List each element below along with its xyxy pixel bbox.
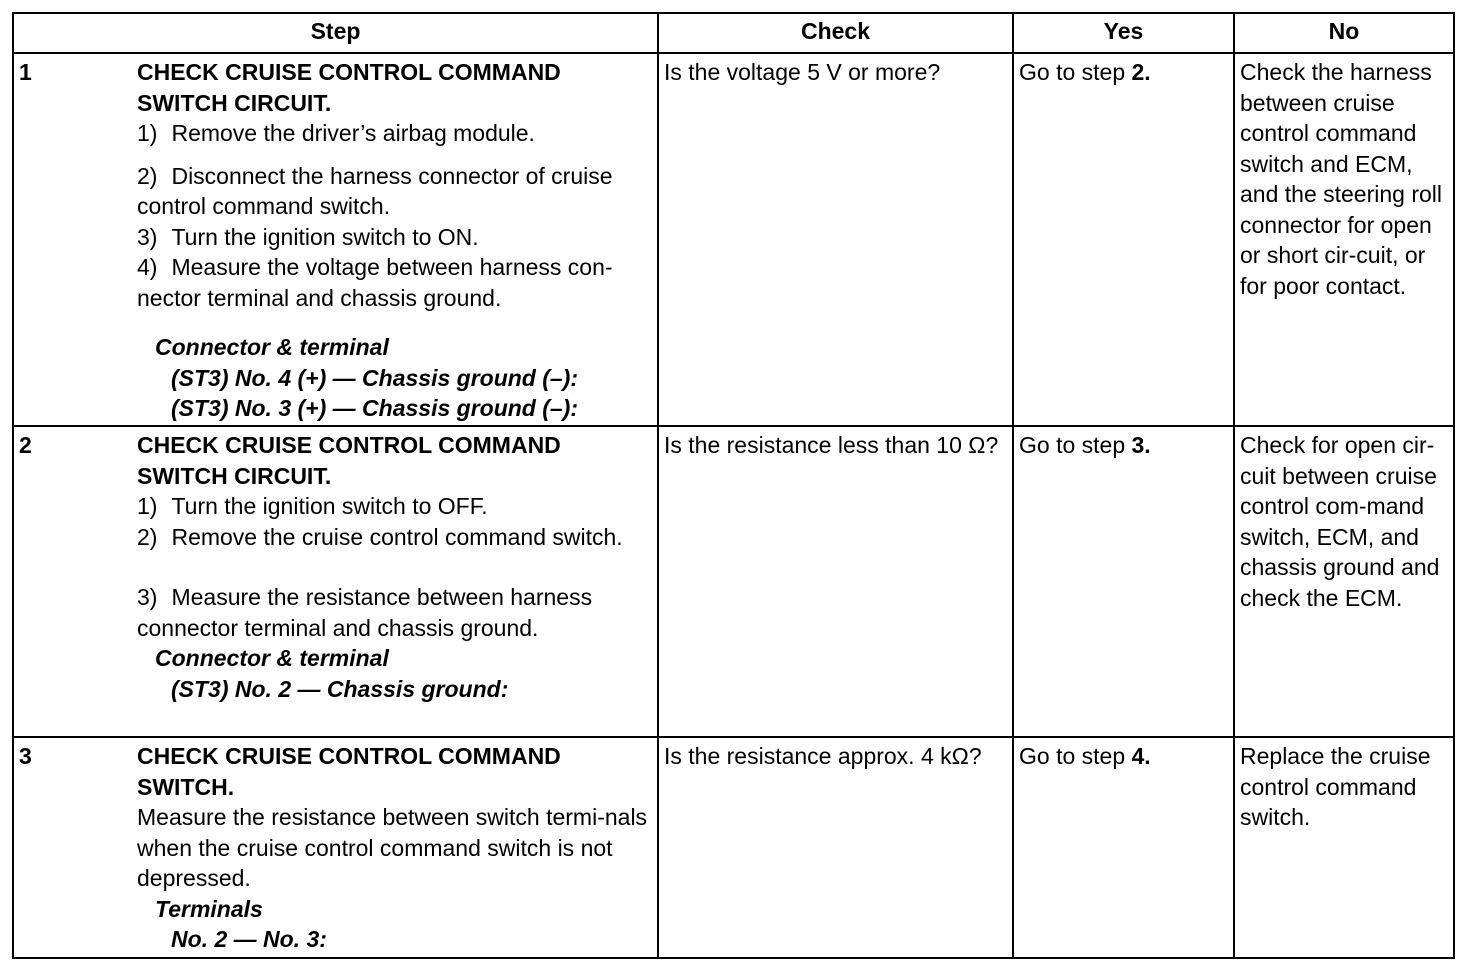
step-cell — [13, 426, 658, 737]
instruction: 2) Disconnect the harness connector of cruise control command switch. — [137, 162, 613, 219]
step-title: CHECK CRUISE CONTROL COMMAND SWITCH CIRCUIT. — [137, 432, 561, 489]
no-cell: Check the harness between cruise control command switch and ECM, and the steering roll connector for open or short cir-cuit, or for poor contact. — [1234, 53, 1454, 426]
spec-line: (ST3) No. 2 — Chassis ground: — [171, 675, 509, 702]
step-title: CHECK CRUISE CONTROL COMMAND SWITCH. — [137, 743, 561, 800]
header-yes: Yes — [1013, 13, 1234, 53]
instruction: 1) Turn the ignition switch to OFF. — [137, 493, 488, 519]
yes-cell: Go to step 2. — [1013, 53, 1234, 426]
table-row — [13, 53, 1454, 426]
header-step: Step — [13, 13, 658, 53]
spec-label: Connector & terminal — [155, 645, 389, 671]
check-cell: Is the resistance less than 10 Ω? — [658, 426, 1013, 737]
step-link: 2. — [1131, 59, 1151, 85]
no-cell: Replace the cruise control command switch. — [1234, 737, 1454, 958]
table-row — [13, 426, 1454, 737]
header-check: Check — [658, 13, 1013, 53]
instruction: 3) Measure the resistance between harness connector terminal and chassis ground. — [137, 584, 593, 641]
spec-line: No. 2 — No. 3: — [171, 926, 327, 952]
yes-cell: Go to step 3. — [1013, 426, 1234, 737]
header-row — [13, 13, 1454, 53]
step-cell — [13, 53, 658, 426]
diagnostic-table — [12, 12, 1455, 959]
step-number: 3 — [19, 743, 32, 769]
instruction: 3) Turn the ignition switch to ON. — [137, 223, 479, 250]
instruction: 4) Measure the voltage between harness con-nector terminal and chassis ground. — [137, 254, 613, 311]
table-row — [13, 737, 1454, 958]
instruction-paragraph: Measure the resistance between switch termi-nals when the cruise control command switch is not depressed. — [137, 804, 648, 891]
no-cell: Check for open cir-cuit between cruise control com-mand switch, ECM, and chassis ground and check the ECM. — [1234, 426, 1454, 737]
step-link: 4. — [1131, 743, 1151, 769]
step-link: 3. — [1131, 432, 1151, 458]
step-cell — [13, 737, 658, 958]
step-number: 1 — [19, 59, 32, 85]
spec-label: Connector & terminal — [155, 334, 389, 360]
instruction: 2) Remove the cruise control command switch. — [137, 523, 623, 550]
yes-cell: Go to step 4. — [1013, 737, 1234, 958]
step-title: CHECK CRUISE CONTROL COMMAND SWITCH CIRCUIT. — [137, 59, 561, 116]
spec-line: (ST3) No. 3 (+) — Chassis ground (–): — [171, 395, 579, 421]
step-number: 2 — [19, 432, 32, 458]
spec-line: (ST3) No. 4 (+) — Chassis ground (–): — [171, 364, 579, 391]
header-no: No — [1234, 13, 1454, 53]
check-cell: Is the resistance approx. 4 kΩ? — [658, 737, 1013, 958]
instruction: 1) Remove the driver’s airbag module. — [137, 120, 535, 146]
check-cell: Is the voltage 5 V or more? — [658, 53, 1013, 426]
spec-label: Terminals — [155, 895, 263, 922]
